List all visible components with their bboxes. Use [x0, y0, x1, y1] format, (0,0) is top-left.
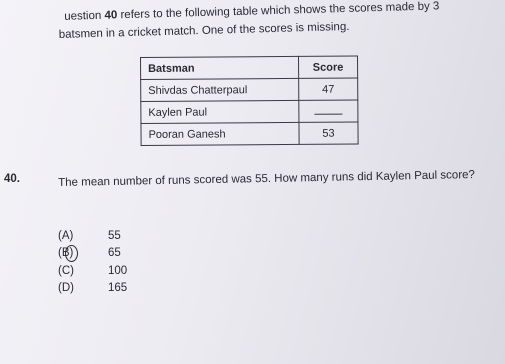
batsman-cell: Kaylen Paul: [141, 100, 299, 123]
option-letter: (C): [58, 264, 74, 277]
table-row: [141, 78, 358, 102]
option-d[interactable]: [58, 280, 138, 298]
question-number: 40.: [4, 173, 20, 185]
batsman-cell: Shivdas Chatterpaul: [141, 78, 299, 101]
score-cell: 53: [299, 122, 358, 144]
intro-prefix: uestion: [64, 9, 102, 23]
header-score: Score: [298, 56, 357, 78]
table-header-row: [141, 56, 358, 80]
option-value: 100: [108, 264, 128, 277]
missing-score-blank: [314, 105, 342, 115]
score-cell: 47: [299, 78, 358, 100]
answer-options: [58, 227, 138, 297]
option-a[interactable]: [58, 227, 138, 245]
question-text: The mean number of runs scored was 55. How many runs did Kaylen Paul score?: [58, 168, 475, 189]
missing-score-cell: [299, 100, 358, 122]
option-letter-circled: (B): [58, 247, 108, 259]
option-b[interactable]: [58, 245, 138, 263]
option-value: 165: [108, 282, 128, 295]
option-letter: (A): [58, 229, 74, 242]
option-value: 65: [108, 247, 121, 260]
table-row: [141, 100, 358, 124]
question-reference: 40: [104, 9, 118, 22]
intro-line-1-rest: refers to the following table which shows the scores made by 3: [120, 0, 440, 22]
scores-table: [140, 55, 359, 146]
option-c[interactable]: [58, 262, 138, 280]
table-row: [141, 122, 358, 146]
intro-line-2: batsmen in a cricket match. One of the scores is missing.: [58, 20, 350, 41]
batsman-cell: Pooran Ganesh: [141, 122, 299, 145]
option-letter: (D): [58, 282, 74, 295]
option-value: 55: [108, 229, 121, 242]
intro-text: [58, 0, 479, 44]
header-batsman: Batsman: [141, 56, 299, 79]
